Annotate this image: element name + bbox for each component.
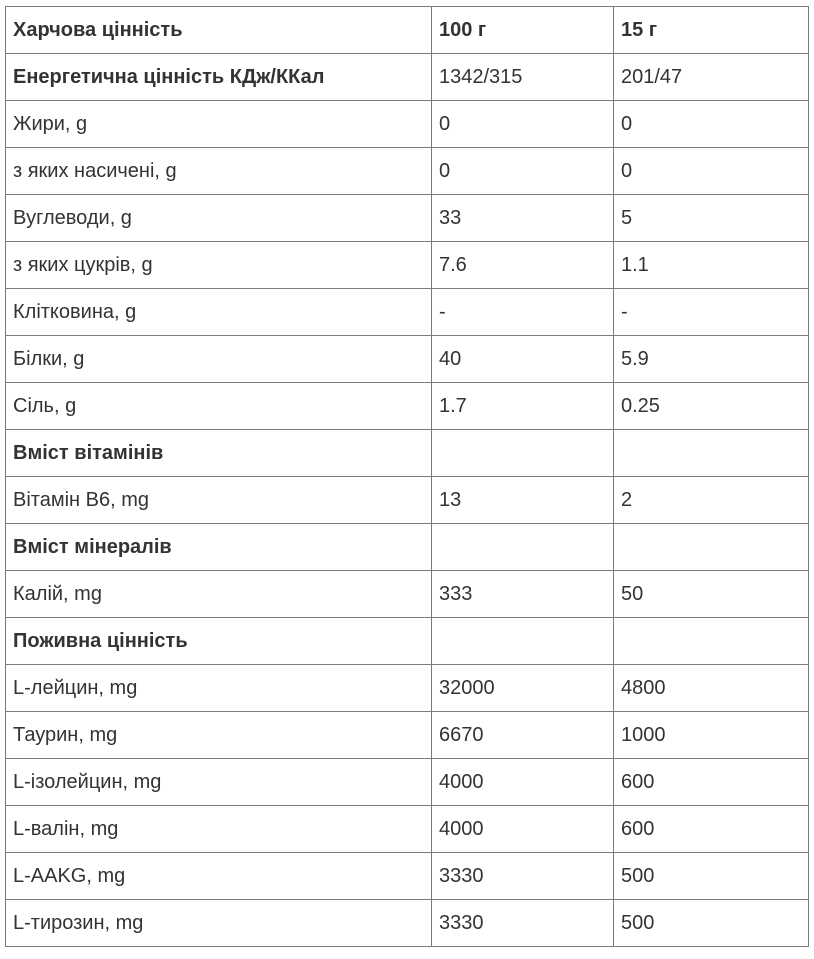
section-row: [6, 430, 809, 477]
value-per-100g: [432, 524, 614, 571]
value-per-100g: 4000: [432, 806, 614, 853]
table-row: [6, 712, 809, 759]
value-per-100g: [432, 618, 614, 665]
value-per-15g: 0: [614, 148, 809, 195]
table-row: [6, 665, 809, 712]
value-per-100g: 7.6: [432, 242, 614, 289]
value-per-100g: -: [432, 289, 614, 336]
value-per-15g: 50: [614, 571, 809, 618]
value-per-100g: 333: [432, 571, 614, 618]
nutrient-label: Вміст мінералів: [6, 524, 432, 571]
value-per-100g: 32000: [432, 665, 614, 712]
nutrient-label: Вітамін B6, mg: [6, 477, 432, 524]
nutrient-label: L-AAKG, mg: [6, 853, 432, 900]
table-row: [6, 806, 809, 853]
value-per-15g: -: [614, 289, 809, 336]
value-per-15g: 4800: [614, 665, 809, 712]
header-per-100g: 100 г: [432, 7, 614, 54]
table-row: [6, 336, 809, 383]
value-per-100g: 0: [432, 148, 614, 195]
value-per-100g: 3330: [432, 900, 614, 947]
nutrient-label: L-тирозин, mg: [6, 900, 432, 947]
value-per-15g: 5: [614, 195, 809, 242]
value-per-15g: 1.1: [614, 242, 809, 289]
value-per-100g: 33: [432, 195, 614, 242]
value-per-100g: [432, 430, 614, 477]
value-per-15g: 1000: [614, 712, 809, 759]
value-per-15g: 600: [614, 806, 809, 853]
nutrient-label: Вуглеводи, g: [6, 195, 432, 242]
table-row: [6, 900, 809, 947]
table-row: [6, 289, 809, 336]
value-per-15g: 500: [614, 900, 809, 947]
nutrient-label: Таурин, mg: [6, 712, 432, 759]
value-per-15g: [614, 524, 809, 571]
value-per-100g: 6670: [432, 712, 614, 759]
table-row: [6, 853, 809, 900]
table-row: [6, 242, 809, 289]
nutrient-label: L-валін, mg: [6, 806, 432, 853]
section-row: [6, 618, 809, 665]
nutrition-table-container: [5, 6, 809, 947]
value-per-15g: 0: [614, 101, 809, 148]
value-per-100g: 0: [432, 101, 614, 148]
value-per-100g: 3330: [432, 853, 614, 900]
header-nutrient: Харчова цінність: [6, 7, 432, 54]
value-per-100g: 1342/315: [432, 54, 614, 101]
nutrient-label: L-ізолейцин, mg: [6, 759, 432, 806]
value-per-100g: 1.7: [432, 383, 614, 430]
value-per-100g: 40: [432, 336, 614, 383]
nutrition-table: [5, 6, 809, 947]
nutrient-label: Жири, g: [6, 101, 432, 148]
value-per-15g: 5.9: [614, 336, 809, 383]
value-per-15g: 0.25: [614, 383, 809, 430]
section-row: [6, 54, 809, 101]
value-per-100g: 13: [432, 477, 614, 524]
value-per-15g: 2: [614, 477, 809, 524]
nutrient-label: з яких насичені, g: [6, 148, 432, 195]
nutrient-label: Білки, g: [6, 336, 432, 383]
table-row: [6, 148, 809, 195]
table-row: [6, 101, 809, 148]
nutrient-label: Вміст вітамінів: [6, 430, 432, 477]
table-row: [6, 195, 809, 242]
nutrient-label: Сіль, g: [6, 383, 432, 430]
table-row: [6, 383, 809, 430]
table-row: [6, 477, 809, 524]
value-per-15g: 600: [614, 759, 809, 806]
value-per-15g: [614, 430, 809, 477]
table-row: [6, 571, 809, 618]
nutrient-label: Клітковина, g: [6, 289, 432, 336]
nutrient-label: з яких цукрів, g: [6, 242, 432, 289]
nutrient-label: Поживна цінність: [6, 618, 432, 665]
section-row: [6, 524, 809, 571]
value-per-100g: 4000: [432, 759, 614, 806]
nutrient-label: Калій, mg: [6, 571, 432, 618]
header-per-15g: 15 г: [614, 7, 809, 54]
value-per-15g: 201/47: [614, 54, 809, 101]
nutrient-label: L-лейцин, mg: [6, 665, 432, 712]
nutrition-table-body: [6, 7, 809, 947]
value-per-15g: 500: [614, 853, 809, 900]
header-row: [6, 7, 809, 54]
value-per-15g: [614, 618, 809, 665]
table-row: [6, 759, 809, 806]
nutrient-label: Енергетична цінність КДж/ККал: [6, 54, 432, 101]
